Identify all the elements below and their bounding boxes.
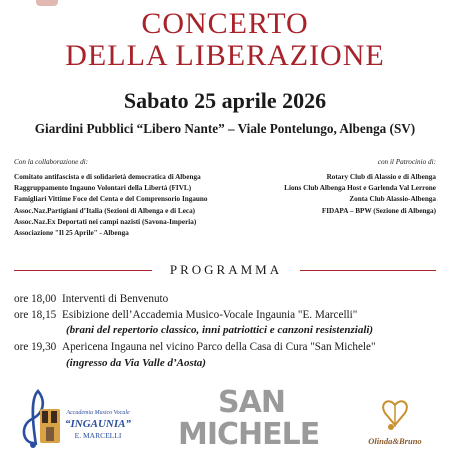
programme-item xyxy=(14,340,444,355)
olinda-bruno-logo xyxy=(365,393,443,450)
collaboration-item: Assoc.Naz.Partigiani d’Italia (Sezioni di Albenga e di Leca) xyxy=(14,206,196,215)
music-heart-icon xyxy=(383,401,407,430)
divider-left xyxy=(14,270,152,271)
collaboration-item: Assoc.Naz.Ex Deportati nei campi nazisti (Savona-Imperia) xyxy=(14,217,197,226)
divider-right xyxy=(300,270,436,271)
programme-note: (ingresso da Via Valle d’Aosta) xyxy=(66,357,206,369)
programme-item xyxy=(14,308,444,323)
programme-desc: Esibizione dell’Accademia Musico-Vocale Ingaunia "E. Marcelli" xyxy=(62,309,358,321)
accademia-logo-line2: “INGAUNIA” xyxy=(64,418,132,430)
collaboration-item: Comitato antifascista e di solidarietà democratica di Albenga xyxy=(14,173,201,181)
programme-item xyxy=(14,292,444,307)
patronage-item: Lions Club Albenga Host e Garlenda Val Lerrone xyxy=(284,184,436,193)
top-logo-fragment xyxy=(36,0,58,6)
programme-note: (brani del repertorio classico, inni patriottici e canzoni resistenziali) xyxy=(66,324,374,336)
programme-time: ore 18,00 xyxy=(14,293,57,305)
collaboration-heading: Con la collaborazione di: xyxy=(14,158,89,166)
collaboration-item: Associazione "Il 25 Aprile" - Albenga xyxy=(14,229,129,238)
san-michele-logo-line1: SAN xyxy=(218,385,285,420)
event-date: Sabato 25 aprile 2026 xyxy=(123,88,327,113)
programme-desc: Interventi di Benvenuto xyxy=(62,293,169,305)
patronage-item: Rotary Club di Alassio e di Albenga xyxy=(326,173,436,181)
event-venue: Giardini Pubblici “Libero Nante” – Viale Pontelungo, Albenga (SV) xyxy=(34,121,416,136)
patronage-list xyxy=(216,172,436,217)
treble-clef-icon xyxy=(14,383,134,450)
patronage-item: Zonta Club Alassio-Albenga xyxy=(349,195,436,204)
accademia-logo-line3: E. MARCELLI xyxy=(74,431,122,440)
san-michele-logo-line2: MICHELE xyxy=(178,417,320,450)
san-michele-logo xyxy=(172,384,332,450)
programme-time: ore 18,15 xyxy=(14,309,57,321)
accademia-logo-line1: Accademia Musico Vocale xyxy=(66,410,130,416)
patronage-heading: con il Patrocinio di: xyxy=(377,158,436,166)
patronage-item: FIDAPA – BPW (Sezione di Albenga) xyxy=(321,206,436,215)
title-line-2: DELLA LIBERAZIONE xyxy=(65,39,385,72)
olinda-bruno-logo-text: Olinda&Bruno xyxy=(368,436,422,446)
programme-desc: Apericena Ingauna nel vicino Parco della Casa di Cura "San Michele" xyxy=(62,341,376,353)
title-line-1: CONCERTO xyxy=(141,7,309,40)
collaboration-item: Raggruppamento Ingauno Volontari della Libertà (FIVL) xyxy=(14,184,192,193)
programme-heading: PROGRAMMA xyxy=(169,262,283,277)
collaboration-item: Famigliari Vittime Foce del Centa e del Comprensorio Ingauno xyxy=(14,195,208,204)
programme-time: ore 19,30 xyxy=(14,341,57,353)
accademia-logo xyxy=(14,383,134,450)
